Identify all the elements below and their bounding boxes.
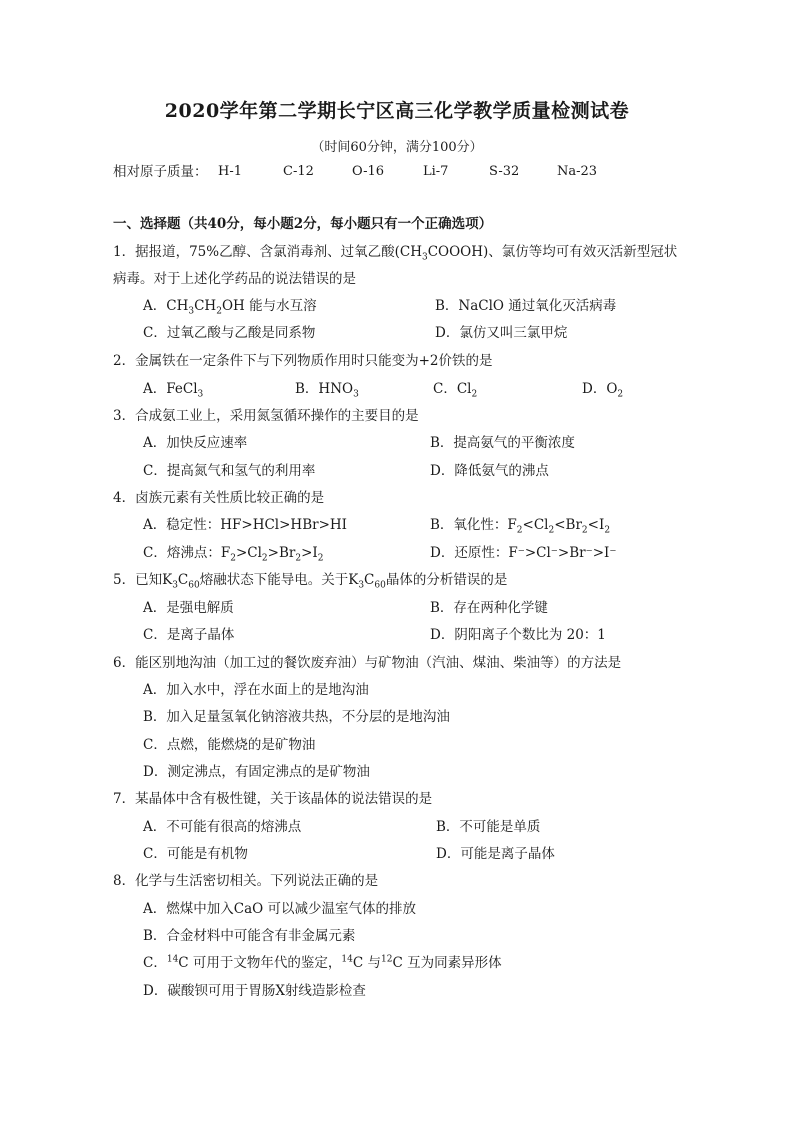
question-7-stem: 7．某晶体中含有极性键，关于该晶体的说法错误的是 [113, 791, 433, 807]
q8-option-c[interactable]: C．$^{14}$C 可用于文物年代的鉴定，$^{14}$C 与$^{12}$C 互为同素异形体 [143, 954, 502, 971]
q6-option-b[interactable]: B．加入足量氢氧化钠溶液共热，不分层的是地沟油 [143, 709, 450, 725]
atomic-mass-h: H-1 [218, 164, 243, 179]
q1-option-a[interactable]: A．$CH_3CH_2OH$ 能与水互溶 [143, 298, 317, 317]
exam-title: 2020学年第二学期长宁区高三化学教学质量检测试卷 [164, 100, 630, 122]
atomic-mass-label: 相对原子质量： [113, 164, 208, 180]
question-1-stem: 1．据报道，75%乙醇、含氯消毒剂、过氧乙酸$(CH_3COOOH)$、氯仿等均可有效灭活新型冠状 [113, 244, 678, 263]
q2-option-b[interactable]: B．$HNO_3$ [295, 381, 359, 400]
atomic-mass-o: O-16 [352, 164, 385, 179]
q3-option-c[interactable]: C．提高氮气和氢气的利用率 [143, 463, 316, 479]
q1-option-b[interactable]: B．NaClO 通过氧化灭活病毒 [435, 298, 617, 314]
q4-option-d[interactable]: D．还原性：F⁻>Cl⁻>Br⁻>I⁻ [430, 545, 617, 561]
q7-option-c[interactable]: C．可能是有机物 [143, 846, 248, 862]
q3-option-a[interactable]: A．加快反应速率 [143, 435, 248, 451]
q4-option-c[interactable]: C．熔沸点：$F_2>Cl_2>Br_2>I_2$ [143, 545, 324, 564]
q4-option-a[interactable]: A．稳定性：HF>HCl>HBr>HI [143, 517, 347, 533]
q1-option-d[interactable]: D．氯仿又叫三氯甲烷 [435, 325, 568, 341]
q3-option-b[interactable]: B．提高氨气的平衡浓度 [430, 435, 575, 451]
q6-option-a[interactable]: A．加入水中，浮在水面上的是地沟油 [143, 682, 369, 698]
question-4-stem: 4．卤族元素有关性质比较正确的是 [113, 490, 325, 506]
question-5-stem: 5．已知$K_3C_{60}$熔融状态下能导电。关于$K_3C_{60}$晶体的分析错误的是 [113, 572, 508, 591]
q6-option-d[interactable]: D．测定沸点，有固定沸点的是矿物油 [143, 764, 370, 780]
atomic-mass-li: Li-7 [423, 164, 449, 179]
exam-subtitle: （时间60分钟，满分100分） [311, 140, 483, 155]
q8-option-b[interactable]: B．合金材料中可能含有非金属元素 [143, 928, 356, 944]
q1-option-c[interactable]: C．过氧乙酸与乙酸是同系物 [143, 325, 316, 341]
q2-option-c[interactable]: C．$Cl_2$ [433, 381, 478, 400]
question-8-stem: 8．化学与生活密切相关。下列说法正确的是 [113, 873, 379, 889]
q8-option-d[interactable]: D．碳酸钡可用于胃肠X射线造影检查 [143, 983, 366, 999]
atomic-mass-na: Na-23 [557, 164, 598, 179]
q5-option-c[interactable]: C．是离子晶体 [143, 627, 235, 643]
q5-option-b[interactable]: B．存在两种化学键 [430, 600, 548, 616]
question-3-stem: 3．合成氨工业上，采用氮氢循环操作的主要目的是 [113, 408, 419, 424]
atomic-mass-s: S-32 [489, 164, 520, 179]
atomic-mass-c: C-12 [283, 164, 314, 179]
q4-option-b[interactable]: B．氧化性：$F_2<Cl_2<Br_2<I_2$ [430, 517, 611, 536]
section-heading: 一、选择题（共40分，每小题2分，每小题只有一个正确选项） [113, 216, 493, 232]
q7-option-a[interactable]: A．不可能有很高的熔沸点 [143, 819, 302, 835]
q7-option-d[interactable]: D．可能是离子晶体 [436, 846, 555, 862]
q6-option-c[interactable]: C．点燃，能燃烧的是矿物油 [143, 737, 316, 753]
question-6-stem: 6．能区别地沟油（加工过的餐饮废弃油）与矿物油（汽油、煤油、柴油等）的方法是 [113, 655, 622, 671]
q5-option-a[interactable]: A．是强电解质 [143, 600, 234, 616]
q2-option-a[interactable]: A．FeCl$_3$ [143, 381, 204, 400]
q7-option-b[interactable]: B．不可能是单质 [436, 819, 541, 835]
question-1-stem-line2: 病毒。对于上述化学药品的说法错误的是 [113, 271, 356, 287]
question-2-stem: 2．金属铁在一定条件下与下列物质作用时只能变为+2价铁的是 [113, 353, 493, 369]
q2-option-d[interactable]: D．$O_2$ [582, 381, 624, 400]
q8-option-a[interactable]: A．燃煤中加入CaO 可以减少温室气体的排放 [143, 901, 416, 917]
q5-option-d[interactable]: D．阴阳离子个数比为 20：1 [430, 627, 606, 643]
q3-option-d[interactable]: D．降低氨气的沸点 [430, 463, 549, 479]
